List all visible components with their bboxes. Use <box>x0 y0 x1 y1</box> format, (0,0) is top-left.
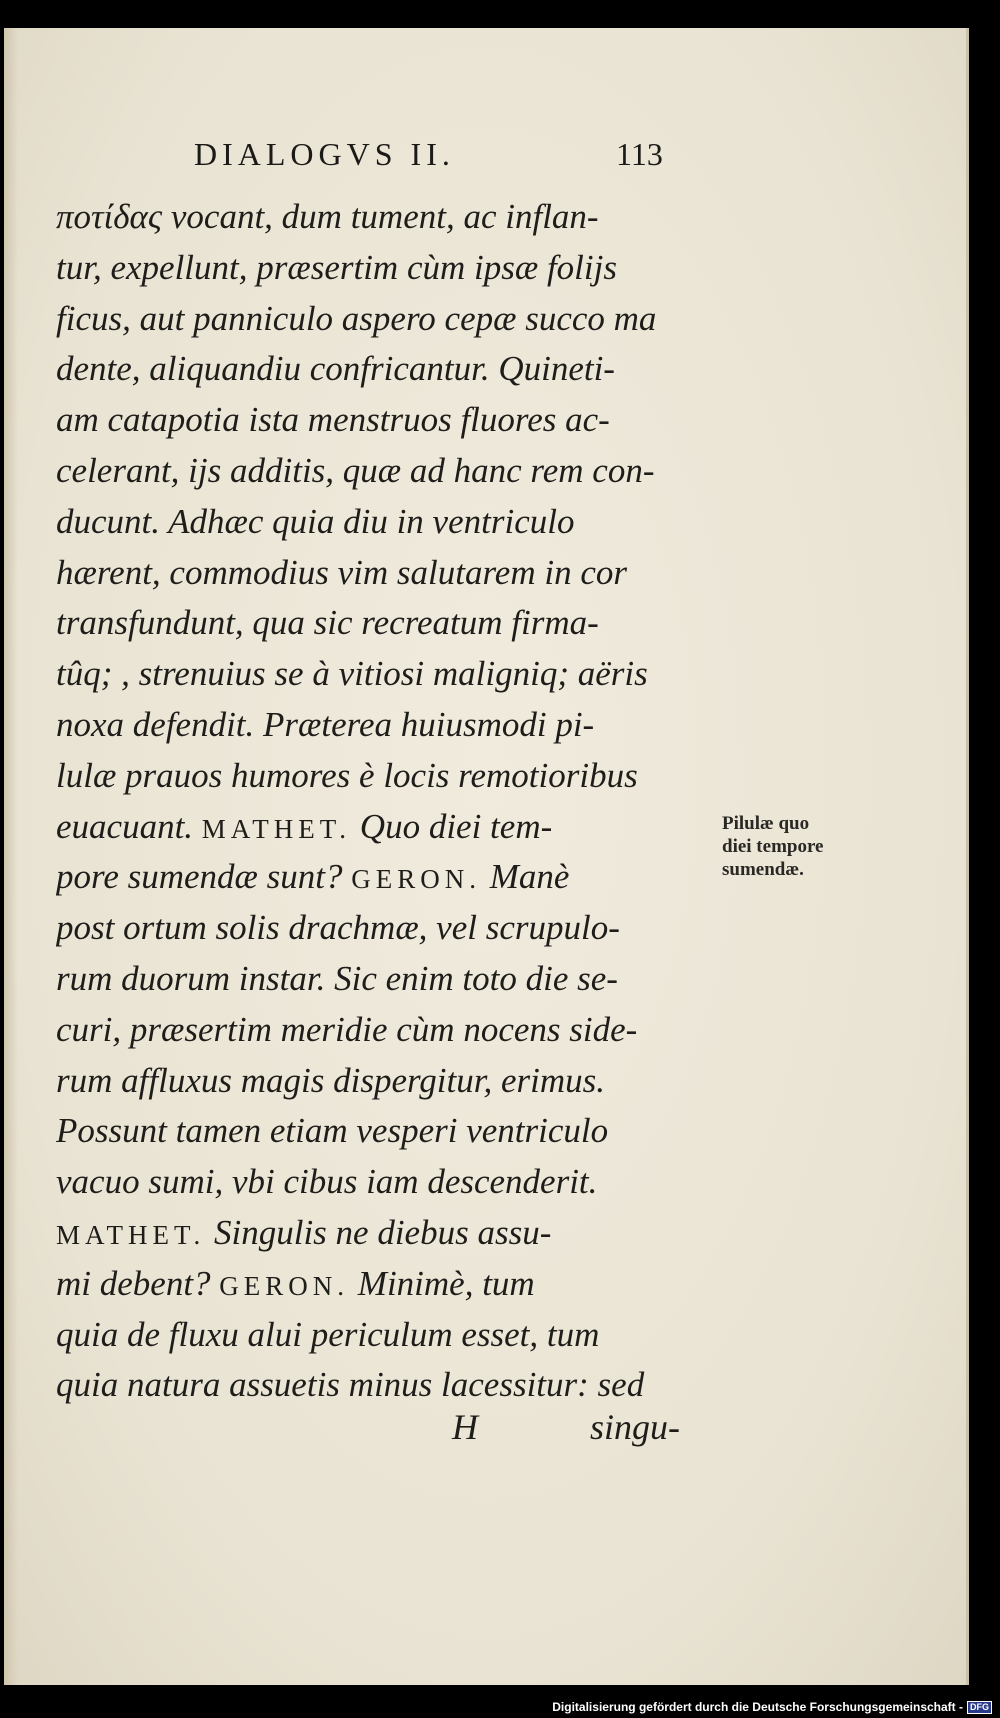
text-line <box>56 649 696 700</box>
text-segment: vacuo sumi, vbi cibus iam descenderit. <box>56 1162 598 1202</box>
text-line <box>56 1310 696 1361</box>
text-segment: hærent, commodius vim salutarem in cor <box>56 552 627 592</box>
marginal-note-line: Pilulæ quo <box>722 813 810 834</box>
running-head: DIALOGVS II. <box>194 136 455 172</box>
text-line <box>56 1360 696 1411</box>
text-segment: quia natura assuetis minus lacessitur: sed <box>56 1365 645 1405</box>
catchword: singu- <box>590 1407 680 1447</box>
marginal-note-line: diei tempore <box>722 836 824 857</box>
text-segment: Singulis ne diebus assu- <box>205 1212 552 1252</box>
text-segment: transfundunt, qua sic recreatum firma- <box>56 603 599 643</box>
text-line <box>56 243 696 294</box>
text-line <box>56 1056 696 1107</box>
text-line <box>56 1157 696 1208</box>
signature-mark: H <box>452 1407 478 1447</box>
text-segment: Manè <box>480 857 570 897</box>
book-page <box>4 28 969 1685</box>
text-segment: mi debent? <box>56 1263 220 1303</box>
text-segment: lulæ prauos humores è locis remotioribus <box>56 755 638 795</box>
text-segment: post ortum solis drachmæ, vel scrupulo- <box>56 908 620 948</box>
text-segment: euacuant. <box>56 806 202 846</box>
text-segment: Minimè, tum <box>349 1263 535 1303</box>
marginal-note <box>722 812 872 881</box>
text-segment: tur, expellunt, præsertim cùm ipsæ folijs <box>56 247 617 287</box>
text-line <box>56 395 696 446</box>
text-segment: Quo diei tem- <box>351 806 553 846</box>
text-line <box>56 294 696 345</box>
text-segment: noxa defendit. Præterea huiusmodi pi- <box>56 704 595 744</box>
text-line <box>56 1208 696 1259</box>
body-text <box>56 192 696 1411</box>
page-number: 113 <box>616 136 663 172</box>
text-segment: ficus, aut panniculo aspero cepæ succo ma <box>56 298 657 338</box>
text-line <box>56 446 696 497</box>
text-segment: celerant, ijs additis, quæ ad hanc rem con- <box>56 450 655 490</box>
text-line <box>56 751 696 802</box>
text-segment: pore sumendæ sunt? <box>56 857 352 897</box>
speaker-name: GERON. <box>219 1270 350 1301</box>
text-line <box>56 700 696 751</box>
text-line <box>56 802 696 853</box>
text-segment: tûq; , strenuius se à vitiosi maligniq; aëris <box>56 654 648 694</box>
text-segment: ducunt. Adhæc quia diu in ventriculo <box>56 501 575 541</box>
text-line <box>56 548 696 599</box>
marginal-note-line: sumendæ. <box>722 859 804 880</box>
dfg-logo: DFG <box>967 1701 992 1714</box>
speaker-name: GERON. <box>351 864 481 895</box>
footer-text: Digitalisierung gefördert durch die Deutsche Forschungsgemeinschaft - <box>552 1700 963 1714</box>
speaker-name: MATHET. <box>201 813 352 844</box>
text-segment: am catapotia ista menstruos fluores ac- <box>56 400 610 440</box>
text-segment: Possunt tamen etiam vesperi ventriculo <box>56 1111 609 1151</box>
text-line <box>56 954 696 1005</box>
page-gutter-shadow <box>4 28 18 1685</box>
text-segment: rum affluxus magis dispergitur, erimus. <box>56 1060 606 1100</box>
speaker-name: MATHET. <box>56 1219 206 1250</box>
text-line <box>56 1005 696 1056</box>
text-line <box>56 903 696 954</box>
text-line <box>56 1106 696 1157</box>
text-segment: ποτίδας vocant, dum tument, ac inflan- <box>56 197 599 236</box>
text-line <box>56 852 696 903</box>
text-line <box>56 598 696 649</box>
text-segment: rum duorum instar. Sic enim toto die se- <box>56 958 618 998</box>
text-line <box>56 1259 696 1310</box>
text-line <box>56 344 696 395</box>
text-segment: dente, aliquandiu confricantur. Quineti- <box>56 349 615 389</box>
text-segment: curi, præsertim meridie cùm nocens side- <box>56 1009 638 1049</box>
text-segment: quia de fluxu alui periculum esset, tum <box>56 1314 600 1354</box>
digitization-credit <box>552 1700 992 1714</box>
text-line <box>56 497 696 548</box>
text-line <box>56 192 696 243</box>
